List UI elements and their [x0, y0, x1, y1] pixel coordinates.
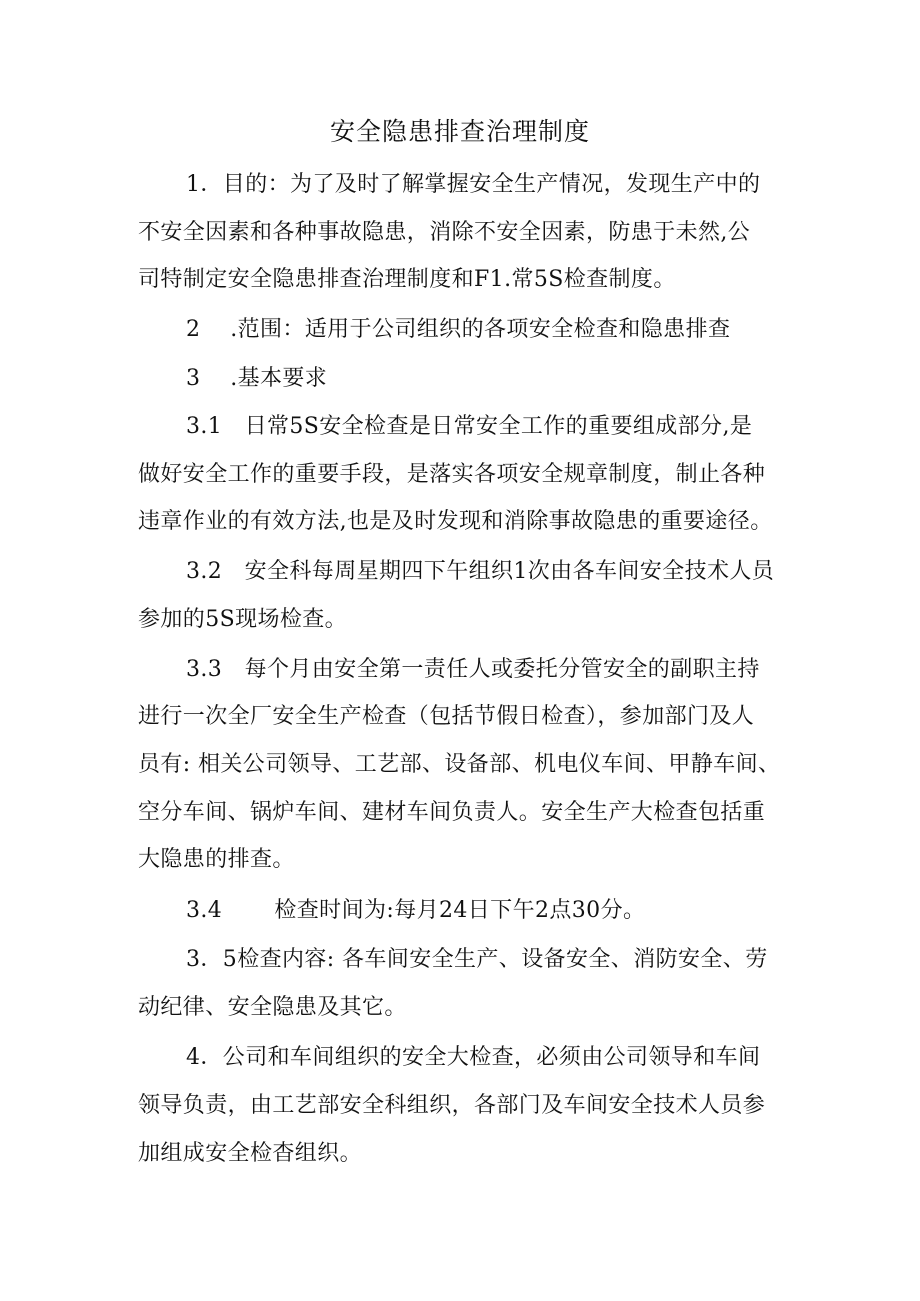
- paragraph-line: 3.4 检查时间为:每月24日下午2点30分。: [186, 898, 646, 923]
- paragraph-line: 3.3 每个月由安全第一责任人或委托分管安全的副职主持: [186, 657, 760, 682]
- paragraph-line: 4．公司和车间组织的安全大检查，必须由公司领导和车间: [186, 1045, 761, 1070]
- paragraph-line: 做好安全工作的重要手段，是落实各项安全规章制度，制止各种: [138, 462, 766, 487]
- paragraph-line: 空分车间、锅炉车间、建材车间负责人。安全生产大检查包括重: [138, 800, 766, 825]
- paragraph-line: 不安全因素和各种事故隐患，消除不安全因素，防患于未然,公: [138, 220, 751, 245]
- paragraph-line: 动纪律、安全隐患及其它。: [138, 995, 407, 1020]
- paragraph-line: 3.2 安全科每周星期四下午组织1次由各车间安全技术人员: [186, 559, 775, 584]
- paragraph-line: 3．5检查内容: 各车间安全生产、设备安全、消防安全、劳: [186, 947, 768, 972]
- paragraph-line: 3 .基本要求: [186, 366, 328, 391]
- paragraph-line: 违章作业的有效方法,也是及时发现和消除事故隐患的重要途径。: [138, 509, 773, 534]
- paragraph-line: 司特制定安全隐患排查治理制度和F1.常5S检查制度。: [138, 267, 676, 292]
- paragraph-line: 加组成安全检杳组织。: [138, 1141, 363, 1166]
- paragraph-line: 员有: 相关公司领导、工艺部、设备部、机电仪车间、甲静车间、: [138, 752, 781, 777]
- paragraph-line: 参加的5S现场检查。: [138, 607, 348, 632]
- paragraph-line: 进行一次全厂安全生产检查（包括节假日检查），参加部门及人: [138, 704, 755, 729]
- paragraph-line: 领导负责，由工艺部安全科组织，各部门及车间安全技术人员参: [138, 1093, 766, 1118]
- paragraph-line: 大隐患的排查。: [138, 847, 295, 872]
- document-title: 安全隐患排查治理制度: [329, 117, 590, 146]
- paragraph-line: 1．目的：为了及时了解掌握安全生产情况，发现生产中的: [186, 172, 761, 197]
- paragraph-line: 2 .范围：适用于公司组织的各项安全检查和隐患排查: [186, 317, 731, 342]
- paragraph-line: 3.1 日常5S安全检查是日常安全工作的重要组成部分,是: [186, 414, 753, 439]
